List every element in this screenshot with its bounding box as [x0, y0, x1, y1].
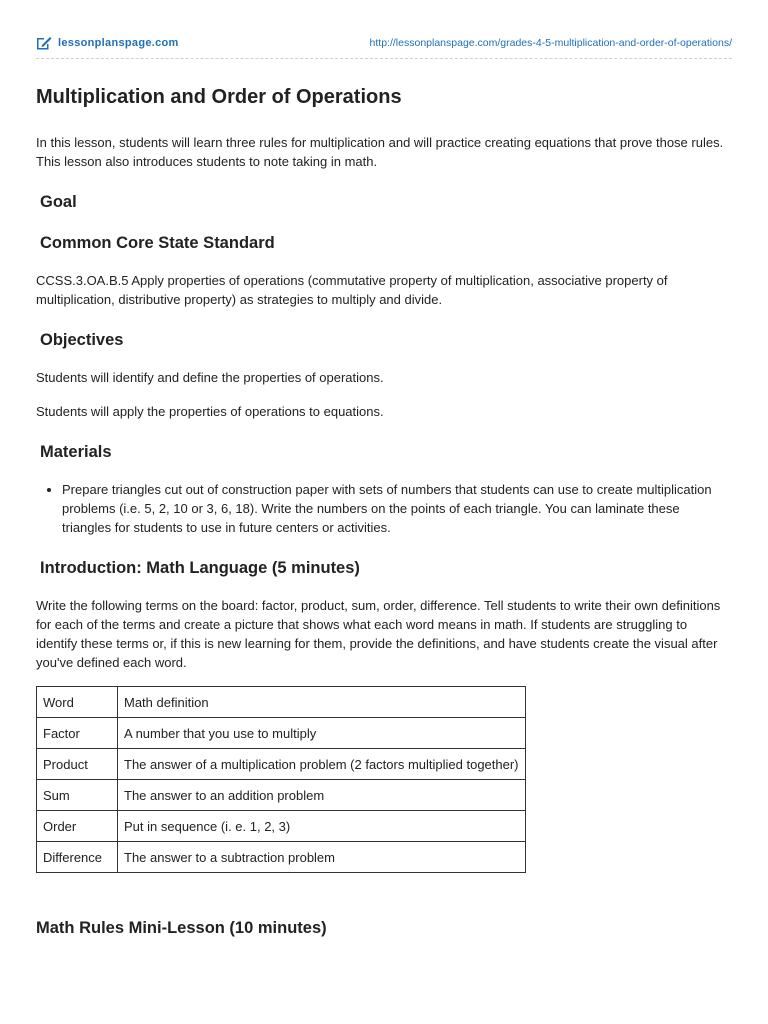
objectives-heading: Objectives [40, 331, 124, 349]
intro-paragraph: In this lesson, students will learn three rules for multiplication and will practice creating equations that prove those rules. This lesson also introduces students to note taking in math. [36, 135, 724, 169]
objective-2: Students will apply the properties of operations to equations. [36, 404, 384, 419]
standard-heading: Common Core State Standard [40, 234, 275, 252]
table-header-word: Word [37, 687, 118, 718]
table-cell-definition: Put in sequence (i. e. 1, 2, 3) [118, 811, 526, 842]
table-cell-word: Product [37, 749, 118, 780]
table-cell-word: Factor [37, 718, 118, 749]
table-cell-definition: The answer to an addition problem [118, 780, 526, 811]
table-row [37, 718, 526, 749]
materials-item: • Prepare triangles cut out of construction paper with sets of numbers that students can use to create multiplication problems (i.e. 5, 2, 10 or 3, 6, 18). Write the numbers on the points of each triangle. You can laminate these triangles for students to use in future centers or activities. [62, 480, 726, 537]
introduction-heading: Introduction: Math Language (5 minutes) [40, 559, 360, 577]
objective-1: Students will identify and define the properties of operations. [36, 370, 384, 385]
minilesson-heading: Math Rules Mini-Lesson (10 minutes) [36, 919, 327, 937]
standard-text: CCSS.3.OA.B.5 Apply properties of operations (commutative property of multiplication, associative property of multiplication, distributive property) as strategies to multiply and divide. [36, 273, 668, 307]
table-cell-definition: A number that you use to multiply [118, 718, 526, 749]
pencil-check-icon [36, 36, 52, 50]
site-logo[interactable] [36, 36, 179, 50]
page-title: Multiplication and Order of Operations [36, 86, 402, 108]
materials-list [36, 480, 726, 537]
page-url[interactable]: http://lessonplanspage.com/grades-4-5-multiplication-and-order-of-operations/ [369, 37, 732, 49]
table-cell-definition: The answer to a subtraction problem [118, 842, 526, 873]
introduction-text: Write the following terms on the board: factor, product, sum, order, difference. Tell students to write their own definitions for each of the terms and create a picture that shows what each word means in math. If students are struggling to identify these terms or, if this is new learning for them, provide the definitions, and have students create the visual after you've defined each word. [36, 598, 721, 670]
document-body [36, 86, 726, 956]
table-row [37, 842, 526, 873]
table-row [37, 780, 526, 811]
page-header [36, 36, 732, 59]
materials-heading: Materials [40, 443, 112, 461]
goal-heading: Goal [40, 193, 77, 211]
table-cell-word: Difference [37, 842, 118, 873]
definitions-table [36, 686, 526, 873]
table-header-row [37, 687, 526, 718]
table-row [37, 811, 526, 842]
table-cell-word: Order [37, 811, 118, 842]
table-header-definition: Math definition [118, 687, 526, 718]
table-cell-word: Sum [37, 780, 118, 811]
table-row [37, 749, 526, 780]
table-cell-definition: The answer of a multiplication problem (2 factors multiplied together) [118, 749, 526, 780]
site-name[interactable]: lessonplanspage.com [58, 37, 179, 49]
